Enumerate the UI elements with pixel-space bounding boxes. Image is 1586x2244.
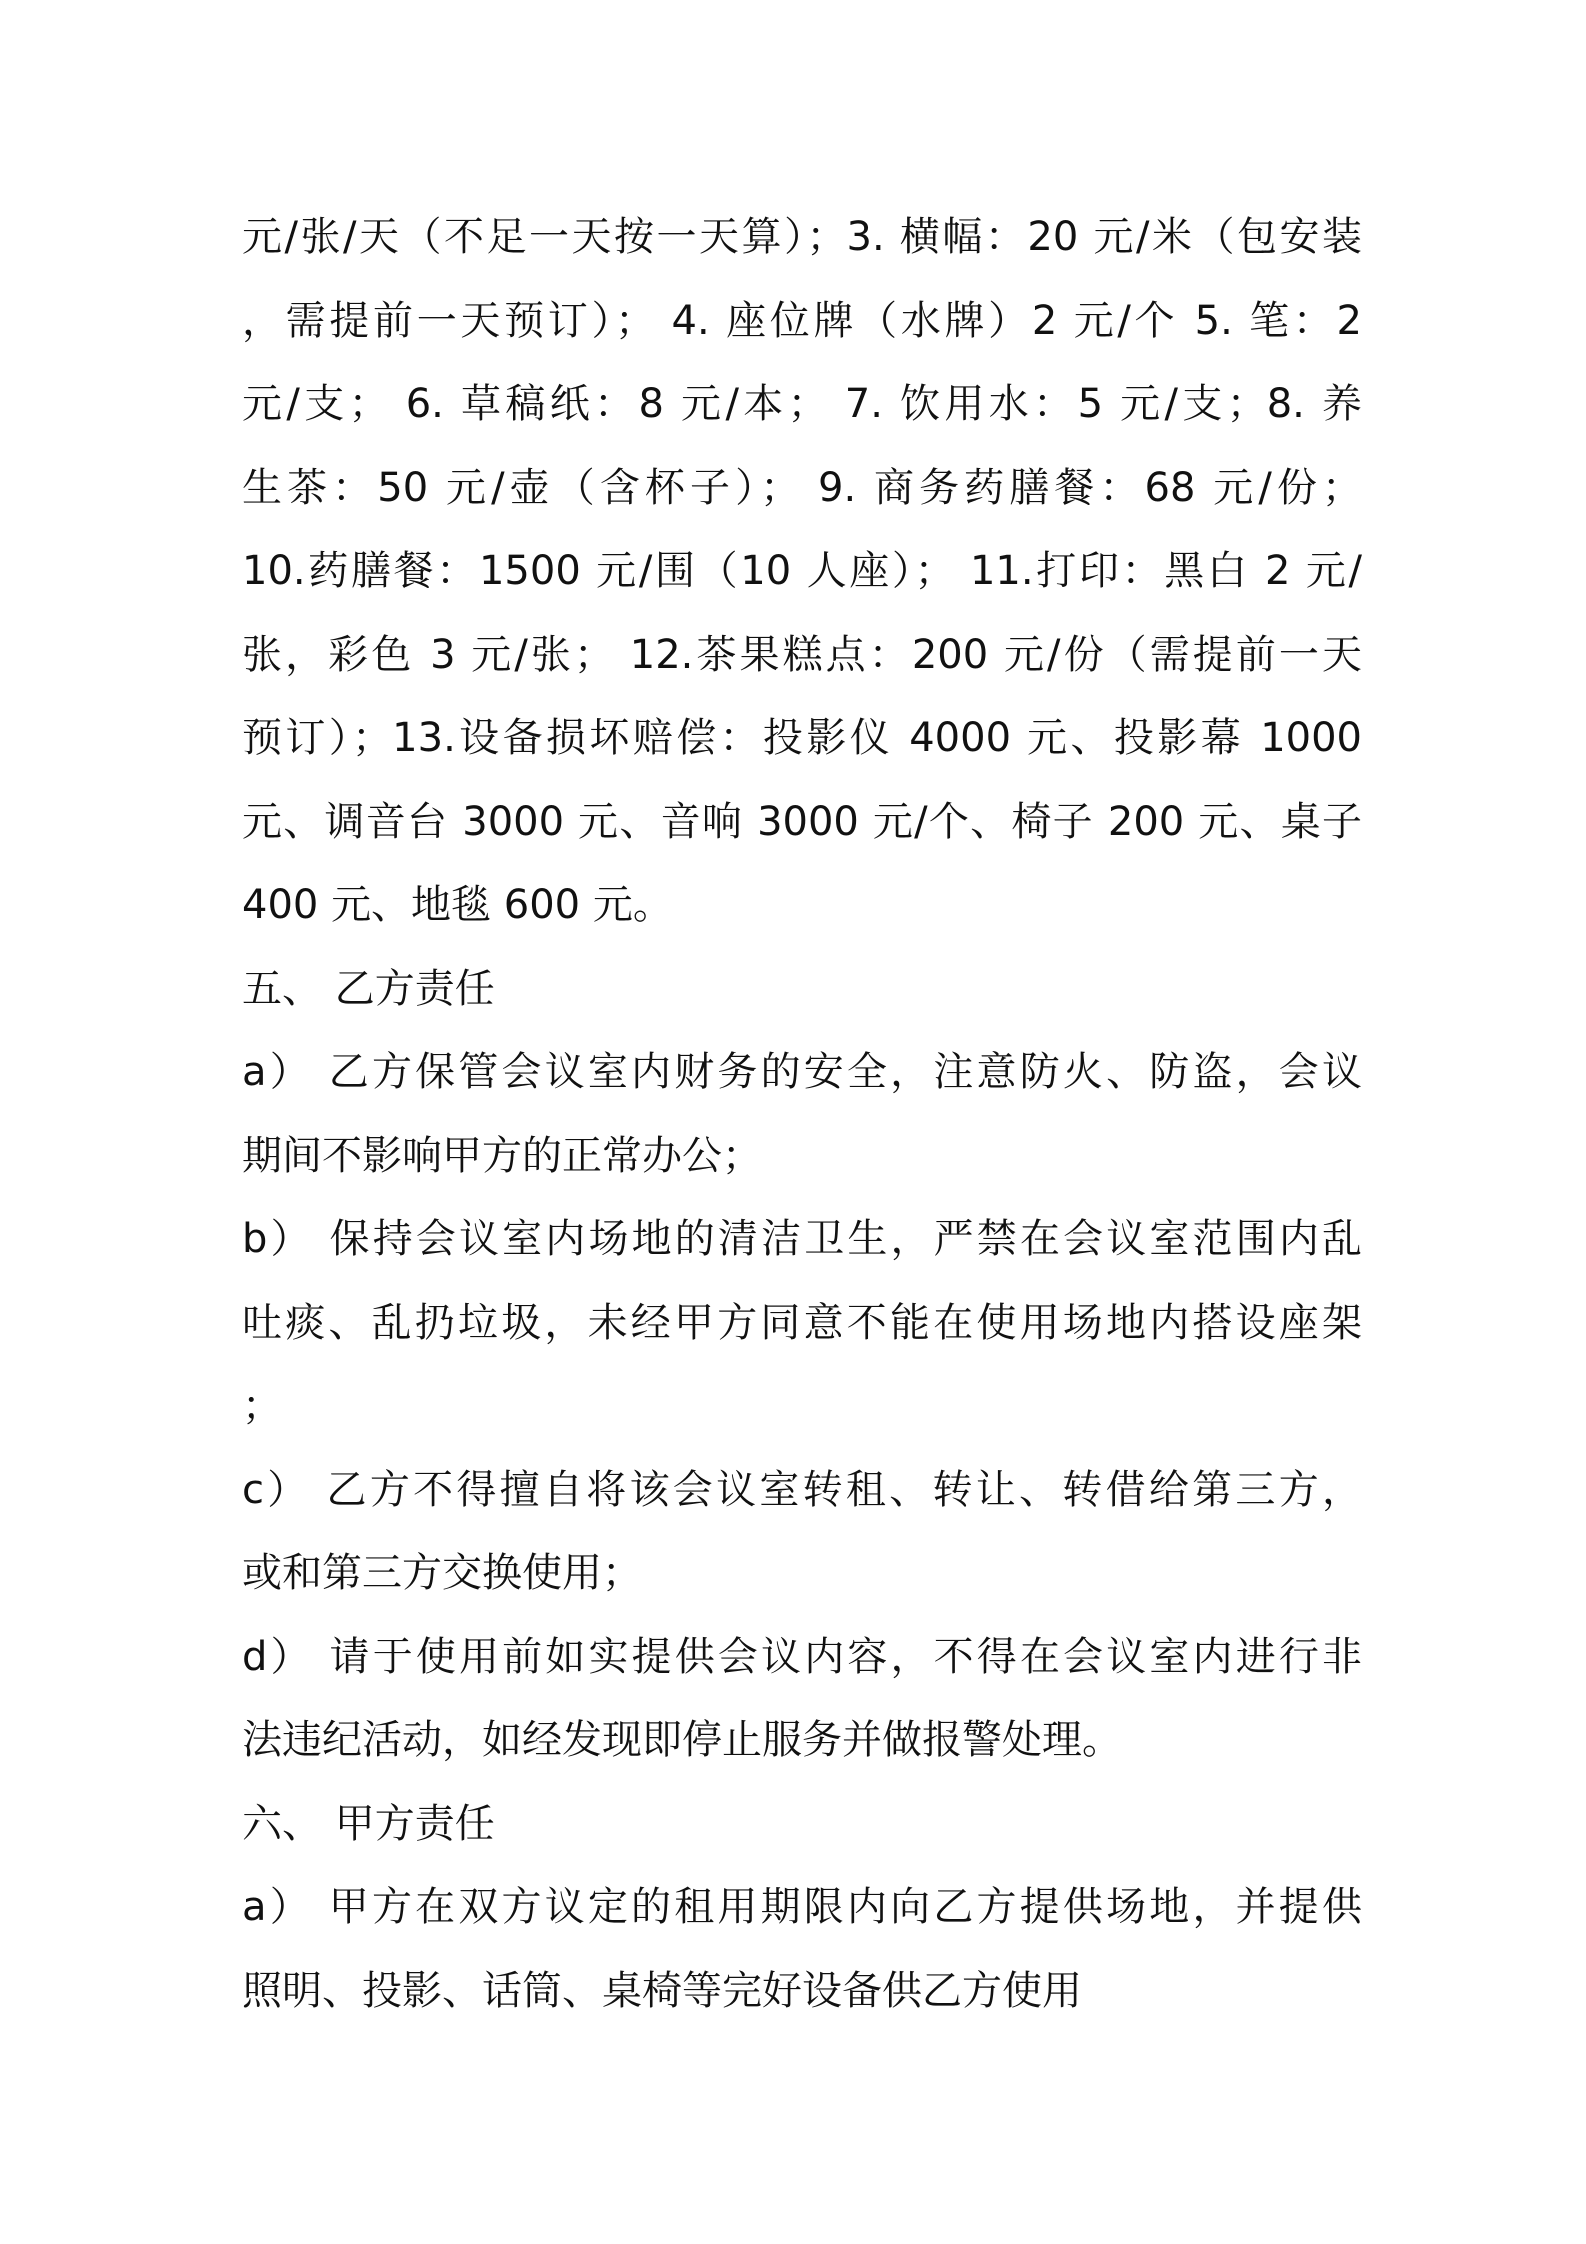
- party-b-item-b-line-1: b） 保持会议室内场地的清洁卫生，严禁在会议室范围内乱: [242, 1216, 1362, 1262]
- fee-line-5: 10.药膳餐：1500 元/围（10 人座）； 11.打印：黑白 2 元/: [242, 548, 1362, 594]
- fee-line-1: 元/张/天（不足一天按一天算）；3. 横幅：20 元/米（包安装: [242, 214, 1362, 260]
- fee-line-4: 生茶：50 元/壶（含杯子）； 9. 商务药膳餐：68 元/份；: [242, 464, 1362, 511]
- fee-line-2: ，需提前一天预订）； 4. 座位牌（水牌）2 元/个 5. 笔：2: [242, 297, 1362, 344]
- party-b-item-b-line-3: ；: [242, 1383, 282, 1429]
- party-b-item-c-line-1: c） 乙方不得擅自将该会议室转租、转让、转借给第三方，: [242, 1466, 1362, 1513]
- document-page: [242, 196, 1362, 2033]
- fee-line-6: 张，彩色 3 元/张； 12.茶果糕点：200 元/份（需提前一天: [242, 631, 1362, 678]
- party-b-item-d-line-1: d） 请于使用前如实提供会议内容，不得在会议室内进行非: [242, 1633, 1362, 1680]
- fee-line-3: 元/支； 6. 草稿纸：8 元/本； 7. 饮用水：5 元/支；8. 养: [242, 381, 1362, 427]
- fee-line-9: 400 元、地毯 600 元。: [242, 882, 673, 928]
- party-b-item-c-line-2: 或和第三方交换使用；: [242, 1550, 642, 1596]
- section-heading-party-b: 五、 乙方责任: [242, 965, 495, 1012]
- party-b-item-d-line-2: 法违纪活动，如经发现即停止服务并做报警处理。: [242, 1717, 1122, 1763]
- fee-line-7: 预订）；13.设备损坏赔偿：投影仪 4000 元、投影幕 1000: [242, 715, 1362, 761]
- party-a-item-a-line-1: a） 甲方在双方议定的租用期限内向乙方提供场地，并提供: [242, 1884, 1362, 1930]
- party-b-item-a-line-2: 期间不影响甲方的正常办公；: [242, 1132, 762, 1179]
- party-b-item-b-line-2: 吐痰、乱扔垃圾，未经甲方同意不能在使用场地内搭设座架: [242, 1299, 1362, 1346]
- fee-line-8: 元、调音台 3000 元、音响 3000 元/个、椅子 200 元、桌子: [242, 798, 1362, 845]
- party-a-item-a-line-2: 照明、投影、话筒、桌椅等完好设备供乙方使用: [242, 1967, 1082, 2014]
- section-heading-party-a: 六、 甲方责任: [242, 1800, 495, 1847]
- party-b-item-a-line-1: a） 乙方保管会议室内财务的安全，注意防火、防盗，会议: [242, 1049, 1362, 1095]
